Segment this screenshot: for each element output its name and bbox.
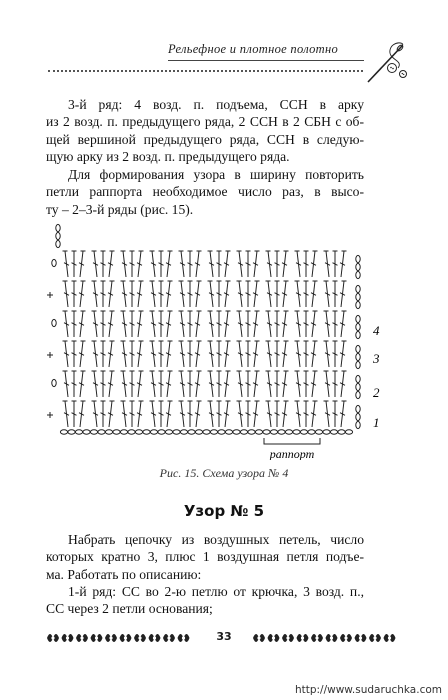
chain-stitch-symbol	[356, 301, 360, 308]
chain-stitch-symbol	[356, 271, 360, 278]
chain-stitch-symbol	[225, 430, 232, 434]
lace-motif-hole	[66, 636, 69, 639]
chain-stitch-symbol	[315, 430, 322, 434]
chain-stitch-symbol	[98, 430, 105, 434]
chain-stitch-symbol	[356, 353, 360, 360]
text-line: 3-й ряд: 4 возд. п. подъема, ССН в арку	[68, 97, 364, 112]
chain-stitch-symbol	[210, 430, 217, 434]
header-underline	[168, 60, 364, 61]
crochet-chart	[40, 220, 400, 460]
watermark-url: http://www.sudaruchka.com	[294, 684, 442, 696]
lace-motif-hole	[301, 636, 304, 639]
chain-stitch-symbol	[323, 430, 330, 434]
chain-stitch-symbol	[52, 259, 56, 266]
lace-motif-hole	[272, 636, 275, 639]
chain-stitch-symbol	[68, 430, 75, 434]
chain-stitch-symbol	[120, 430, 127, 434]
chain-stitch-symbol	[308, 430, 315, 434]
text-line: щей вершиной предыдущего ряда, ССН в следую-	[46, 131, 364, 147]
chain-stitch-symbol	[240, 430, 247, 434]
lace-motif-hole	[109, 636, 112, 639]
chain-stitch-symbol	[135, 430, 142, 434]
lace-motif-hole	[257, 636, 260, 639]
chain-stitch-symbol	[60, 430, 67, 434]
text-line: ту – 2–3-й ряды (рис. 15).	[46, 201, 194, 217]
chain-stitch-symbol	[52, 379, 56, 386]
text-line: из 2 возд. п. предыдущего ряда, 2 ССН в 2 СБН с об-	[46, 114, 364, 130]
chain-stitch-symbol	[218, 430, 225, 434]
chain-stitch-symbol	[356, 383, 360, 390]
row-number-1: 1	[373, 415, 380, 430]
text-line: петли раппорта необходимое число раз, в высо-	[46, 184, 364, 200]
chain-stitch-symbol	[278, 430, 285, 434]
lace-motif-hole	[315, 636, 318, 639]
lace-motif-hole	[138, 636, 141, 639]
chain-stitch-symbol	[356, 293, 360, 300]
chain-stitch-symbol	[285, 430, 292, 434]
chain-stitch-symbol	[356, 315, 360, 322]
lace-motif-hole	[51, 636, 54, 639]
chain-stitch-symbol	[128, 430, 135, 434]
chain-stitch-symbol	[180, 430, 187, 434]
chain-stitch-symbol	[356, 375, 360, 382]
text-line: которых кратно 3, плюс 1 воздушная петля подъе-	[46, 549, 364, 565]
footer-lace-ornament-left	[46, 630, 196, 646]
text-line: 1-й ряд: СС во 2-ю петлю от крючка, 3 возд. п.,	[68, 584, 364, 599]
lace-motif-hole	[330, 636, 333, 639]
chain-stitch-symbol	[248, 430, 255, 434]
row-number-3: 3	[373, 351, 380, 366]
chain-stitch-symbol	[356, 331, 360, 338]
chain-stitch-symbol	[203, 430, 210, 434]
text-line: Набрать цепочку из воздушных петель, число	[68, 532, 364, 547]
chain-stitch-symbol	[356, 255, 360, 262]
chain-stitch-symbol	[356, 413, 360, 420]
page-number: 33	[216, 630, 232, 643]
lace-motif-hole	[124, 636, 127, 639]
chain-stitch-symbol	[330, 430, 337, 434]
text-line: Для формирования узора в ширину повторить	[68, 167, 364, 182]
lace-motif-hole	[344, 636, 347, 639]
chain-stitch-symbol	[270, 430, 277, 434]
row-number-4: 4	[373, 323, 380, 338]
stitch-symbols	[47, 224, 360, 434]
lace-motif-hole	[95, 636, 98, 639]
chain-stitch-symbol	[293, 430, 300, 434]
lace-motif-hole	[359, 636, 362, 639]
footer-lace-ornament-right	[252, 630, 402, 646]
section-heading: Узор № 5	[183, 502, 265, 520]
chain-stitch-symbol	[158, 430, 165, 434]
chain-stitch-symbol	[75, 430, 82, 434]
chain-stitch-symbol	[345, 430, 352, 434]
chain-stitch-symbol	[83, 430, 90, 434]
lace-motif-hole	[80, 636, 83, 639]
chain-stitch-symbol	[356, 285, 360, 292]
chain-stitch-symbol	[173, 430, 180, 434]
lace-motif-hole	[182, 636, 185, 639]
chain-stitch-symbol	[105, 430, 112, 434]
chain-stitch-symbol	[165, 430, 172, 434]
chain-stitch-symbol	[356, 421, 360, 428]
chain-stitch-symbol	[338, 430, 345, 434]
chain-stitch-symbol	[356, 391, 360, 398]
chain-stitch-symbol	[150, 430, 157, 434]
chain-stitch-symbol	[56, 240, 60, 247]
paragraph-pattern-5-intro	[46, 531, 364, 583]
chain-stitch-symbol	[143, 430, 150, 434]
lace-motif-hole	[286, 636, 289, 639]
rapport-bracket	[264, 438, 320, 444]
text-line: ма. Работать по описанию:	[46, 566, 202, 582]
chain-stitch-symbol	[113, 430, 120, 434]
chain-stitch-symbol	[356, 263, 360, 270]
chain-stitch-symbol	[188, 430, 195, 434]
figure-caption: Рис. 15. Схема узора № 4	[159, 466, 289, 480]
paragraph-row-1	[46, 583, 364, 618]
chain-stitch-symbol	[356, 345, 360, 352]
lace-motif-hole	[153, 636, 156, 639]
chain-stitch-symbol	[255, 430, 262, 434]
row-number-2: 2	[373, 385, 380, 400]
running-header-title: Рельефное и плотное полотно	[168, 42, 339, 56]
paragraph-row-3	[46, 96, 364, 165]
lace-motif-hole	[388, 636, 391, 639]
text-line: СС через 2 петли основания;	[46, 601, 213, 617]
chain-stitch-symbol	[263, 430, 270, 434]
chain-stitch-symbol	[52, 319, 56, 326]
chain-stitch-symbol	[56, 232, 60, 239]
chain-stitch-symbol	[300, 430, 307, 434]
lace-motif-hole	[167, 636, 170, 639]
chain-stitch-symbol	[356, 361, 360, 368]
chain-stitch-symbol	[356, 405, 360, 412]
chain-stitch-symbol	[195, 430, 202, 434]
paragraph-repeat	[46, 166, 364, 218]
needle-and-buttons-icon	[362, 38, 412, 88]
chain-stitch-symbol	[56, 224, 60, 231]
header-dotted-rule	[48, 70, 363, 72]
chain-stitch-symbol	[356, 323, 360, 330]
text-line: щую арку из 2 возд. п. предыдущего ряда.	[46, 148, 290, 164]
rapport-label: раппорт	[269, 447, 315, 460]
chain-stitch-symbol	[90, 430, 97, 434]
chain-stitch-symbol	[233, 430, 240, 434]
lace-motif-hole	[373, 636, 376, 639]
